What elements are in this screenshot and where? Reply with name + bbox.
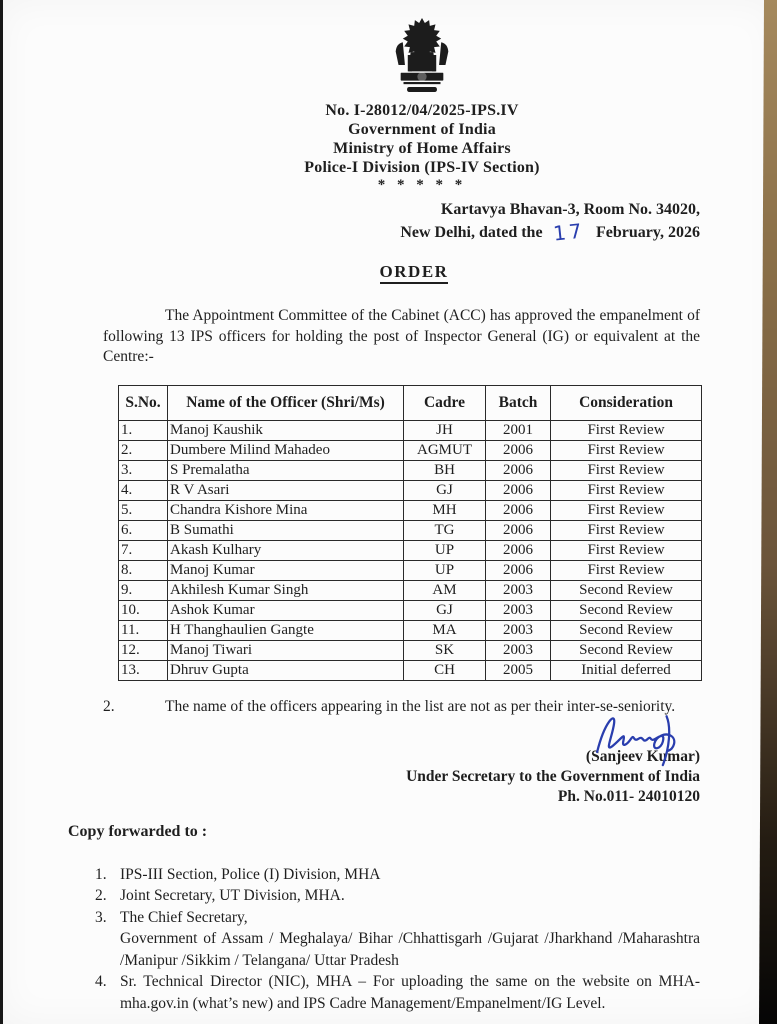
copy-forwarded-item xyxy=(68,907,700,972)
table-cell: CH xyxy=(404,660,486,680)
table-cell: 2006 xyxy=(486,560,551,580)
table-cell: First Review xyxy=(551,560,702,580)
paragraph-1: The Appointment Committee of the Cabinet (ACC) has approved the empanelment of following 13 IPS officers for holding the post of Inspector General (IG) or equivalent at the Centre:- xyxy=(103,307,700,365)
table-cell: S Premalatha xyxy=(168,460,404,480)
table-cell: 2. xyxy=(119,440,168,460)
table-cell: 2003 xyxy=(486,580,551,600)
table-cell: Manoj Kaushik xyxy=(168,420,404,440)
signatory-name: (Sanjeev Kumar) xyxy=(585,747,700,765)
officer-table-body xyxy=(119,420,702,680)
table-cell: 3. xyxy=(119,460,168,480)
table-cell: 2006 xyxy=(486,480,551,500)
table-header-row xyxy=(119,385,702,420)
table-cell: 7. xyxy=(119,540,168,560)
reference-number: No. I-28012/04/2025-IPS.IV xyxy=(325,102,519,119)
table-row xyxy=(119,540,702,560)
org-line-2: Ministry of Home Affairs xyxy=(333,140,511,157)
table-cell: Second Review xyxy=(551,600,702,620)
table-cell: 9. xyxy=(119,580,168,600)
table-cell: 11. xyxy=(119,620,168,640)
letterhead xyxy=(106,101,738,193)
table-row xyxy=(119,460,702,480)
paragraph-2-text: The name of the officers appearing in the list are not as per their inter-se-seniority. xyxy=(165,697,676,715)
table-cell: TG xyxy=(404,520,486,540)
signatory-phone: Ph. No.011- 24010120 xyxy=(557,787,700,805)
item-number: 3. xyxy=(95,908,107,926)
table-row xyxy=(119,580,702,600)
table-cell: Dumbere Milind Mahadeo xyxy=(168,440,404,460)
org-line-1: Government of India xyxy=(348,121,496,138)
table-cell: MA xyxy=(404,620,486,640)
table-cell: UP xyxy=(404,560,486,580)
table-cell: AM xyxy=(404,580,486,600)
copy-forwarded-list xyxy=(68,864,700,1015)
table-cell: Dhruv Gupta xyxy=(168,660,404,680)
item-text: IPS-III Section, Police (I) Division, MHA xyxy=(120,865,381,883)
signatory-designation: Under Secretary to the Government of India xyxy=(406,767,700,785)
column-header: S.No. xyxy=(119,385,168,420)
table-cell: 2005 xyxy=(486,660,551,680)
table-cell: Second Review xyxy=(551,580,702,600)
table-cell: Ashok Kumar xyxy=(168,600,404,620)
table-cell: 13. xyxy=(119,660,168,680)
table-cell: H Thanghaulien Gangte xyxy=(168,620,404,640)
table-cell: 2006 xyxy=(486,500,551,520)
table-cell: 2003 xyxy=(486,620,551,640)
copy-forwarded-heading: Copy forwarded to : xyxy=(68,822,208,840)
table-cell: R V Asari xyxy=(168,480,404,500)
table-row xyxy=(119,420,702,440)
item-text: Sr. Technical Director (NIC), MHA – For uploading the same on the website on MHA-mha.gov.in (what’s new) and IPS Cadre Management/Empanelment/IG Level. xyxy=(120,973,700,1012)
table-cell: 12. xyxy=(119,640,168,660)
table-cell: 4. xyxy=(119,480,168,500)
table-row xyxy=(119,660,702,680)
item-number: 4. xyxy=(95,973,107,990)
order-title: ORDER xyxy=(98,262,730,282)
table-cell: First Review xyxy=(551,500,702,520)
table-cell: 10. xyxy=(119,600,168,620)
table-cell: First Review xyxy=(551,520,702,540)
date-suffix: February, 2026 xyxy=(596,224,700,241)
copy-forwarded-item xyxy=(68,885,700,907)
table-row xyxy=(119,440,702,460)
table-row xyxy=(119,600,702,620)
signature-block xyxy=(68,747,700,807)
table-cell: JH xyxy=(404,420,486,440)
table-cell: 6. xyxy=(119,520,168,540)
column-header: Name of the Officer (Shri/Ms) xyxy=(168,385,404,420)
photo-left-edge xyxy=(0,0,3,1024)
column-header: Consideration xyxy=(551,385,702,420)
org-line-3: Police-I Division (IPS-IV Section) xyxy=(304,159,540,176)
table-row xyxy=(119,500,702,520)
table-cell: B Sumathi xyxy=(168,520,404,540)
handwritten-day: 17 xyxy=(551,218,586,246)
table-cell: MH xyxy=(404,500,486,520)
table-cell: Akhilesh Kumar Singh xyxy=(168,580,404,600)
item-number: 2. xyxy=(95,887,107,904)
table-cell: Manoj Tiwari xyxy=(168,640,404,660)
item-number: 1. xyxy=(95,865,107,883)
office-address: Kartavya Bhavan-3, Room No. 34020, xyxy=(440,201,700,218)
table-cell: UP xyxy=(404,540,486,560)
table-cell: SK xyxy=(404,640,486,660)
table-cell: 2001 xyxy=(486,420,551,440)
table-cell: Second Review xyxy=(551,620,702,640)
table-cell: 2006 xyxy=(486,540,551,560)
table-cell: First Review xyxy=(551,420,702,440)
table-cell: Chandra Kishore Mina xyxy=(168,500,404,520)
table-row xyxy=(119,520,702,540)
table-cell: Initial deferred xyxy=(551,660,702,680)
table-cell: Second Review xyxy=(551,640,702,660)
table-cell: First Review xyxy=(551,540,702,560)
item-text: Joint Secretary, UT Division, MHA. xyxy=(120,887,345,904)
table-cell: First Review xyxy=(551,460,702,480)
column-header: Cadre xyxy=(404,385,486,420)
table-cell: 2006 xyxy=(486,460,551,480)
item-text: The Chief Secretary, Government of Assam / Meghalaya/ Bihar /Chhattisgarh /Gujarat /Jharkhand /Maharashtra /Manipur /Sikkim / Telangana/ Uttar Pradesh xyxy=(120,908,700,969)
dateline xyxy=(68,200,700,246)
table-cell: 2006 xyxy=(486,520,551,540)
table-cell: BH xyxy=(404,460,486,480)
table-cell: First Review xyxy=(551,480,702,500)
date-prefix: New Delhi, dated the xyxy=(400,224,543,241)
table-cell: Akash Kulhary xyxy=(168,540,404,560)
table-cell: 2003 xyxy=(486,600,551,620)
table-row xyxy=(119,620,702,640)
ashoka-lion-capital-icon xyxy=(390,14,454,96)
copy-forwarded-item xyxy=(68,971,700,1014)
table-row xyxy=(119,480,702,500)
table-cell: First Review xyxy=(551,440,702,460)
table-row xyxy=(119,560,702,580)
table-cell: 8. xyxy=(119,560,168,580)
table-cell: GJ xyxy=(404,480,486,500)
officer-table xyxy=(118,385,702,681)
table-cell: 5. xyxy=(119,500,168,520)
table-cell: AGMUT xyxy=(404,440,486,460)
table-cell: 2003 xyxy=(486,640,551,660)
table-cell: 1. xyxy=(119,420,168,440)
paragraph-2-number: 2. xyxy=(103,697,115,715)
copy-forwarded-item xyxy=(68,864,700,886)
column-header: Batch xyxy=(486,385,551,420)
table-row xyxy=(119,640,702,660)
handwritten-signature xyxy=(584,703,706,769)
table-cell: GJ xyxy=(404,600,486,620)
emblem-block xyxy=(106,14,738,101)
date-line xyxy=(68,218,700,246)
table-cell: Manoj Kumar xyxy=(168,560,404,580)
table-cell: 2006 xyxy=(486,440,551,460)
star-separator: * * * * * xyxy=(377,177,467,193)
